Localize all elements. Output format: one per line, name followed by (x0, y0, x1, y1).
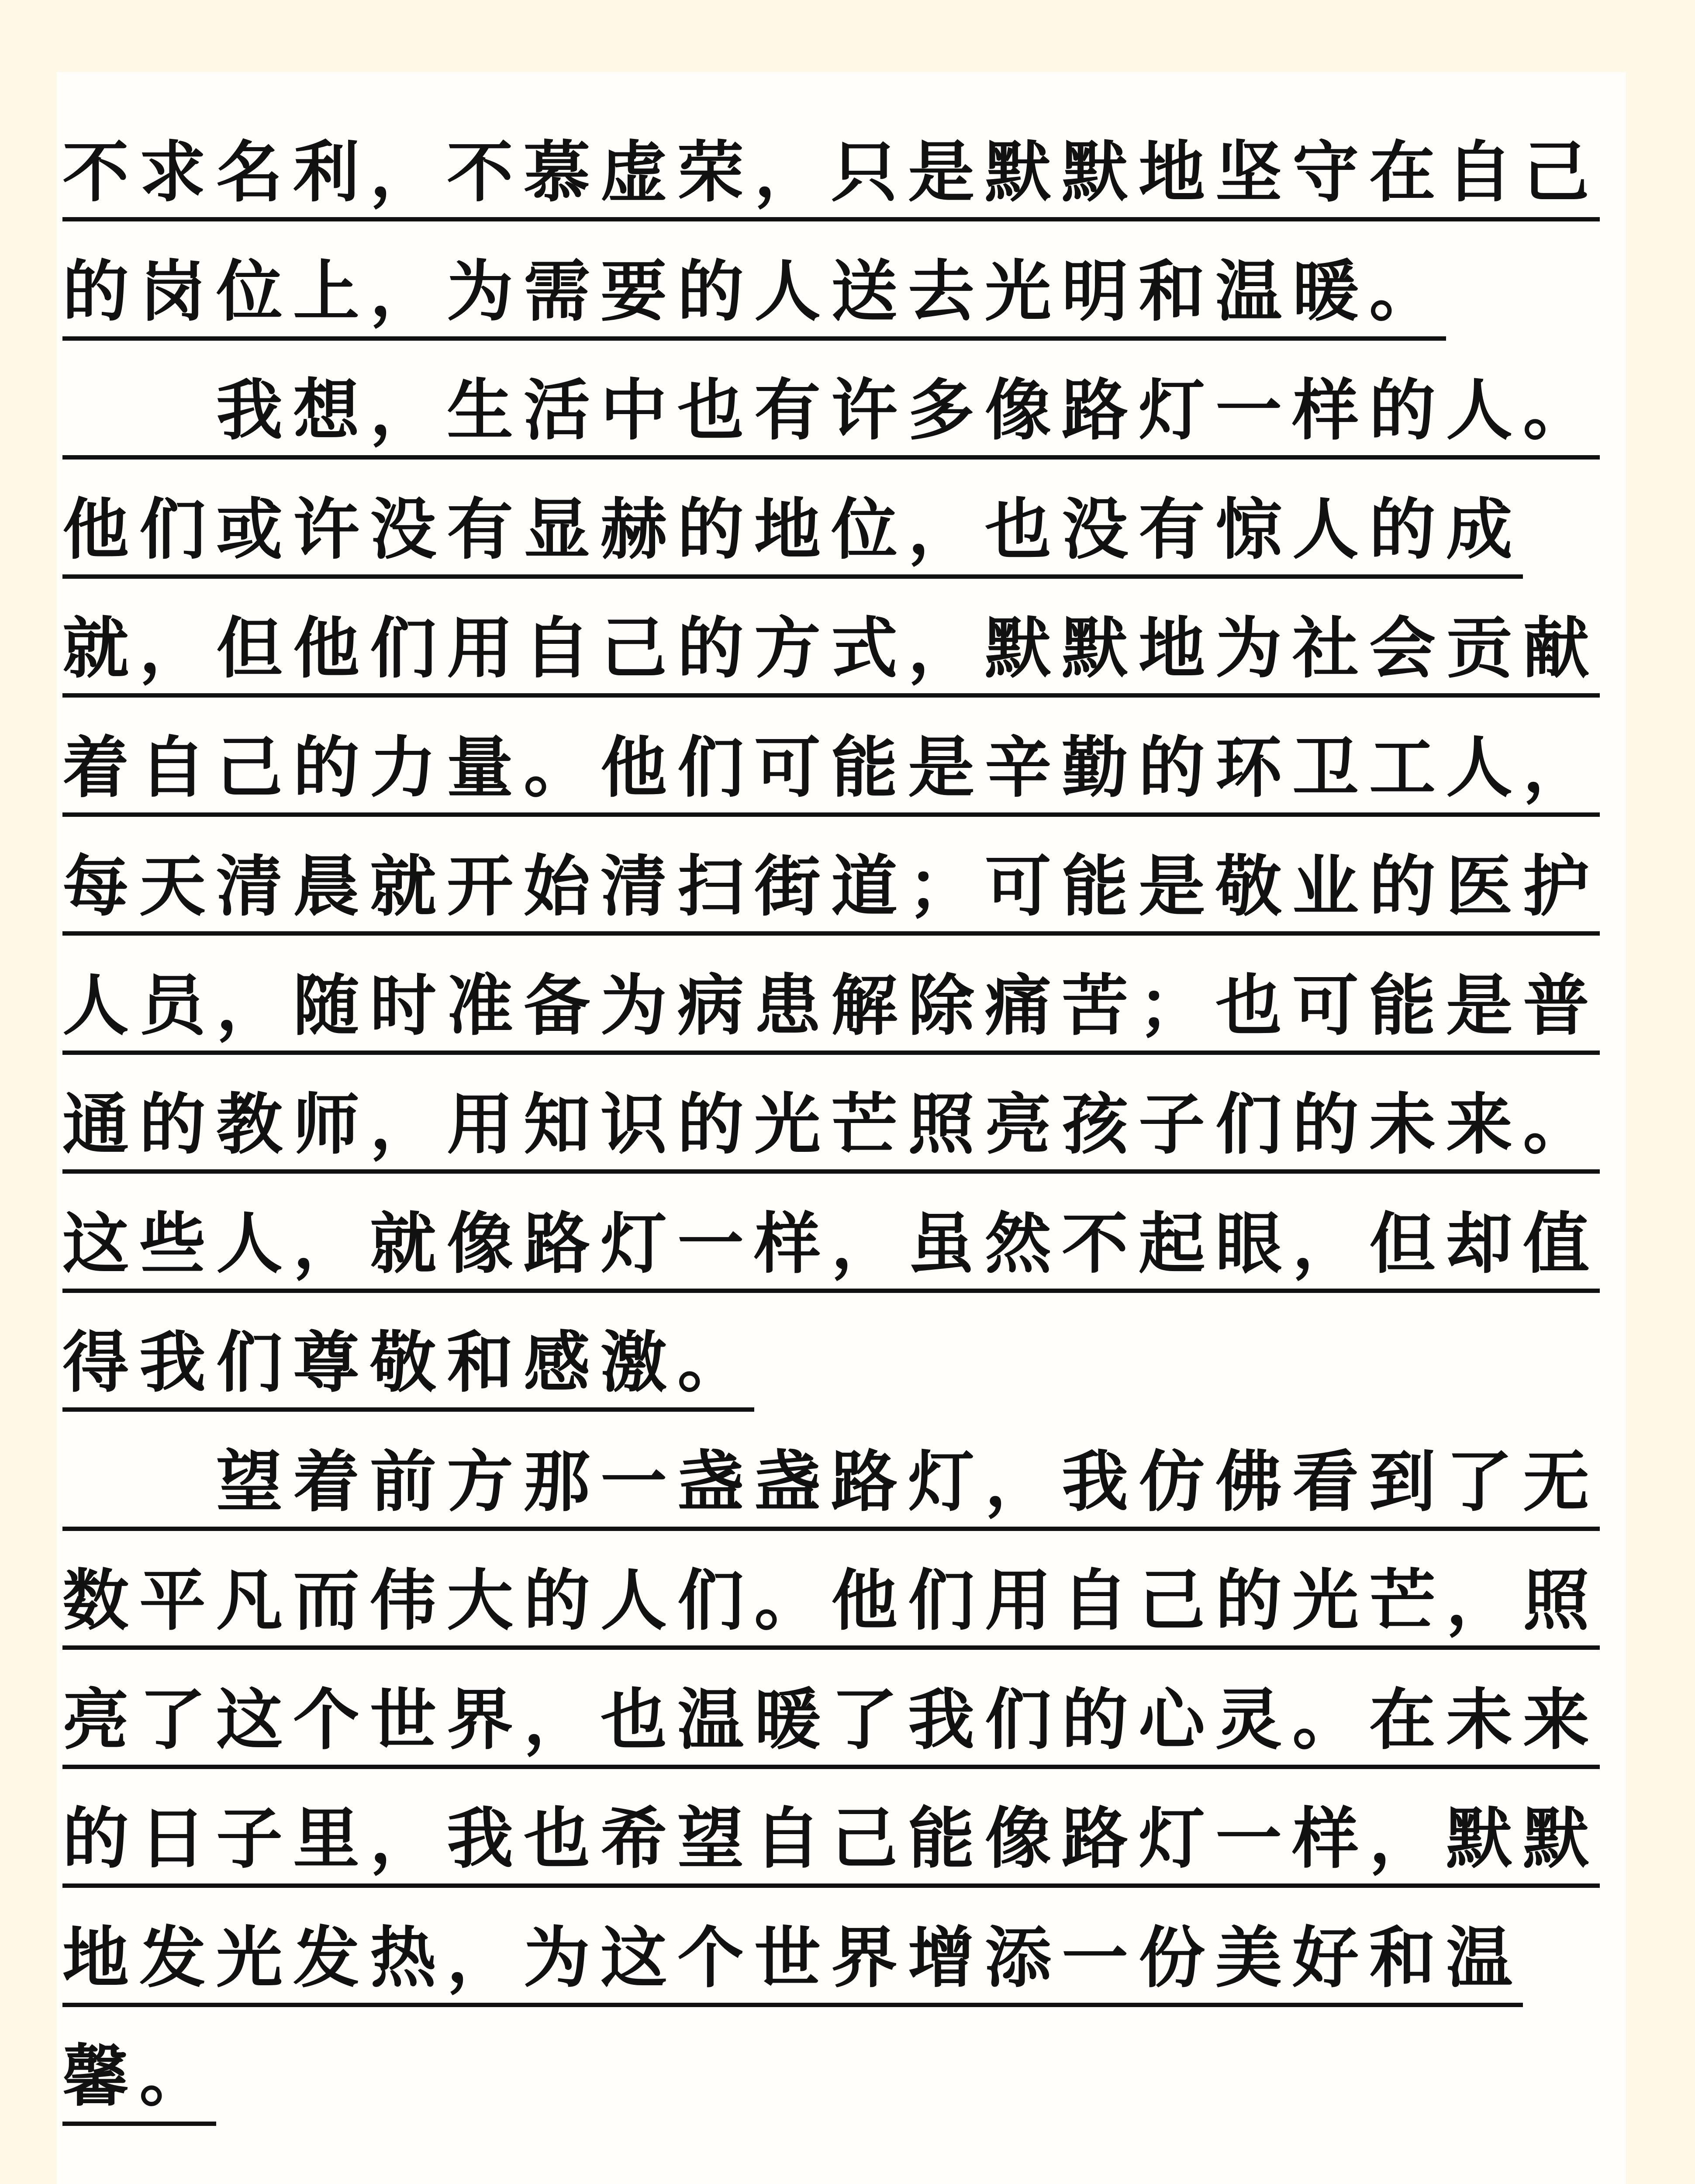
underlined-text: 亮了这个世界，也温暖了我们的心灵。在未来 (62, 1676, 1600, 1769)
underlined-text: 我想，生活中也有许多像路灯一样的人。 (62, 367, 1600, 460)
text-line (62, 231, 1622, 350)
underlined-text: 得我们尊敬和感激。 (62, 1319, 754, 1412)
text-line (62, 1183, 1622, 1302)
paragraph-start-line (62, 1421, 1622, 1540)
text-line (62, 2016, 1622, 2135)
underlined-text: 望着前方那一盏盏路灯，我仿佛看到了无 (62, 1438, 1600, 1531)
underlined-text: 馨。 (62, 2033, 216, 2126)
underlined-text: 通的教师，用知识的光芒照亮孩子们的未来。 (62, 1081, 1600, 1174)
underlined-text: 的日子里，我也希望自己能像路灯一样，默默 (62, 1795, 1600, 1888)
text-line (62, 1778, 1622, 1897)
underlined-text: 他们或许没有显赫的地位，也没有惊人的成 (62, 486, 1523, 579)
paragraph-start-line (62, 349, 1622, 469)
text-line (62, 945, 1622, 1064)
text-line (62, 826, 1622, 945)
underlined-text: 每天清晨就开始清扫街道；可能是敬业的医护 (62, 843, 1600, 936)
text-line (62, 1897, 1622, 2016)
underlined-text: 数平凡而伟大的人们。他们用自己的光芒，照 (62, 1557, 1600, 1650)
text-line (62, 587, 1622, 707)
text-line (62, 111, 1622, 231)
underlined-text: 就，但他们用自己的方式，默默地为社会贡献 (62, 605, 1600, 698)
text-line (62, 707, 1622, 826)
text-line (62, 1302, 1622, 1421)
text-line (62, 1064, 1622, 1183)
text-line (62, 1659, 1622, 1778)
underlined-text: 的岗位上，为需要的人送去光明和温暖。 (62, 248, 1446, 341)
essay-text (62, 111, 1622, 2135)
underlined-text: 着自己的力量。他们可能是辛勤的环卫工人， (62, 724, 1600, 817)
underlined-text: 人员，随时准备为病患解除痛苦；也可能是普 (62, 962, 1600, 1055)
text-line (62, 1540, 1622, 1659)
underlined-text: 不求名利，不慕虚荣，只是默默地坚守在自己 (62, 129, 1600, 221)
underlined-text: 地发光发热，为这个世界增添一份美好和温 (62, 1914, 1523, 2007)
text-line (62, 469, 1622, 588)
underlined-text: 这些人，就像路灯一样，虽然不起眼，但却值 (62, 1200, 1600, 1293)
document-sheet (57, 72, 1626, 2184)
